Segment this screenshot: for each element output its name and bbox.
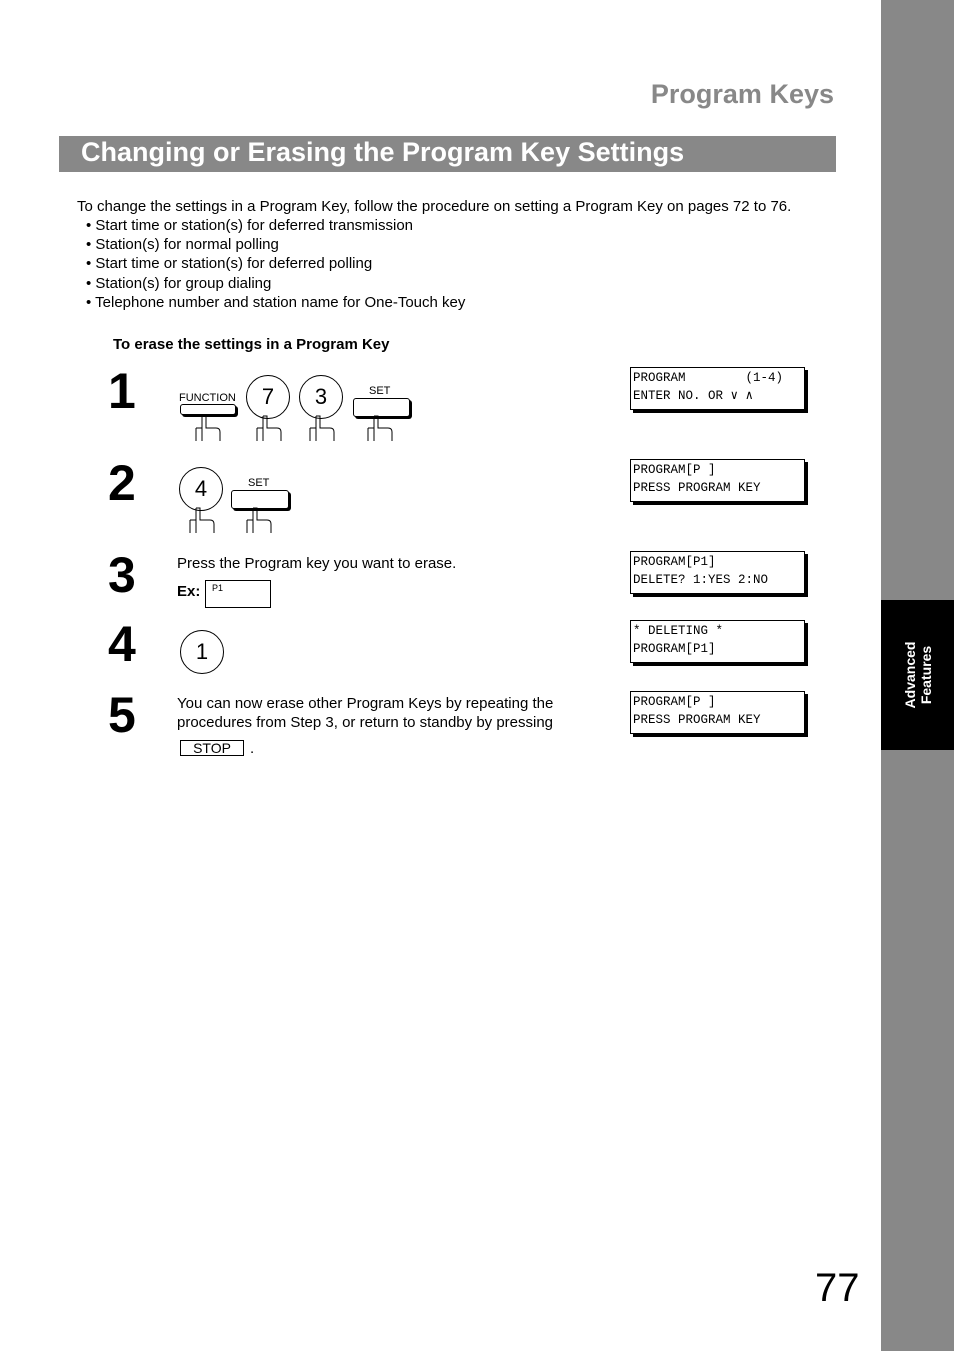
finger-icon [255, 414, 283, 442]
finger-icon [366, 414, 394, 442]
step-text: You can now erase other Program Keys by repeating the [177, 695, 554, 712]
program-key-example: P1 [205, 580, 271, 608]
subheading: To erase the settings in a Program Key [113, 336, 390, 353]
set-key-label: SET [248, 477, 270, 489]
lcd-display: PROGRAM[P ] PRESS PROGRAM KEY [630, 459, 805, 502]
step-number: 4 [108, 616, 136, 672]
set-key-label: SET [369, 385, 391, 397]
lcd-display: PROGRAM[P1] DELETE? 1:YES 2:NO [630, 551, 805, 594]
section-title: Program Keys [650, 79, 834, 109]
side-tab-label: Advanced Features [902, 641, 934, 709]
lcd-display: PROGRAM[P ] PRESS PROGRAM KEY [630, 691, 805, 734]
key-4[interactable]: 4 [179, 467, 223, 511]
list-item: • Start time or station(s) for deferred transmission [86, 217, 414, 234]
key-3[interactable]: 3 [299, 375, 343, 419]
list-item: • Start time or station(s) for deferred polling [86, 255, 373, 273]
step-number: 5 [108, 687, 136, 743]
bullet-list [86, 216, 465, 312]
list-item: • Station(s) for normal polling [86, 236, 279, 254]
finger-icon [308, 414, 336, 442]
list-item: • Telephone number and station name for One-Touch key [86, 293, 466, 311]
page-number: 77 [815, 1266, 860, 1310]
step-number: 2 [108, 455, 136, 511]
stop-key[interactable]: STOP [180, 740, 244, 756]
finger-icon [245, 506, 273, 534]
intro-text: To change the settings in a Program Key, follow the procedure on setting a Program Key on pages 72 to 76. [77, 198, 792, 215]
period: . [250, 740, 255, 757]
title-bar [59, 136, 836, 172]
finger-icon [188, 506, 216, 534]
key-1[interactable]: 1 [180, 630, 224, 674]
step-number: 3 [108, 547, 136, 603]
step-text: procedures from Step 3, or return to standby by pressing [177, 714, 554, 731]
finger-icon [194, 414, 222, 442]
list-item: • Station(s) for group dialing [86, 274, 272, 292]
lcd-display: PROGRAM (1-4) ENTER NO. OR ∨ ∧ [630, 367, 805, 410]
function-key-label: FUNCTION [179, 392, 236, 404]
step-number: 1 [108, 363, 136, 419]
key-7[interactable]: 7 [246, 375, 290, 419]
lcd-display: * DELETING * PROGRAM[P1] [630, 620, 805, 663]
step-text: Press the Program key you want to erase. [177, 555, 457, 572]
page-title: Changing or Erasing the Program Key Settings [81, 137, 685, 167]
example-label: Ex: [177, 583, 201, 600]
